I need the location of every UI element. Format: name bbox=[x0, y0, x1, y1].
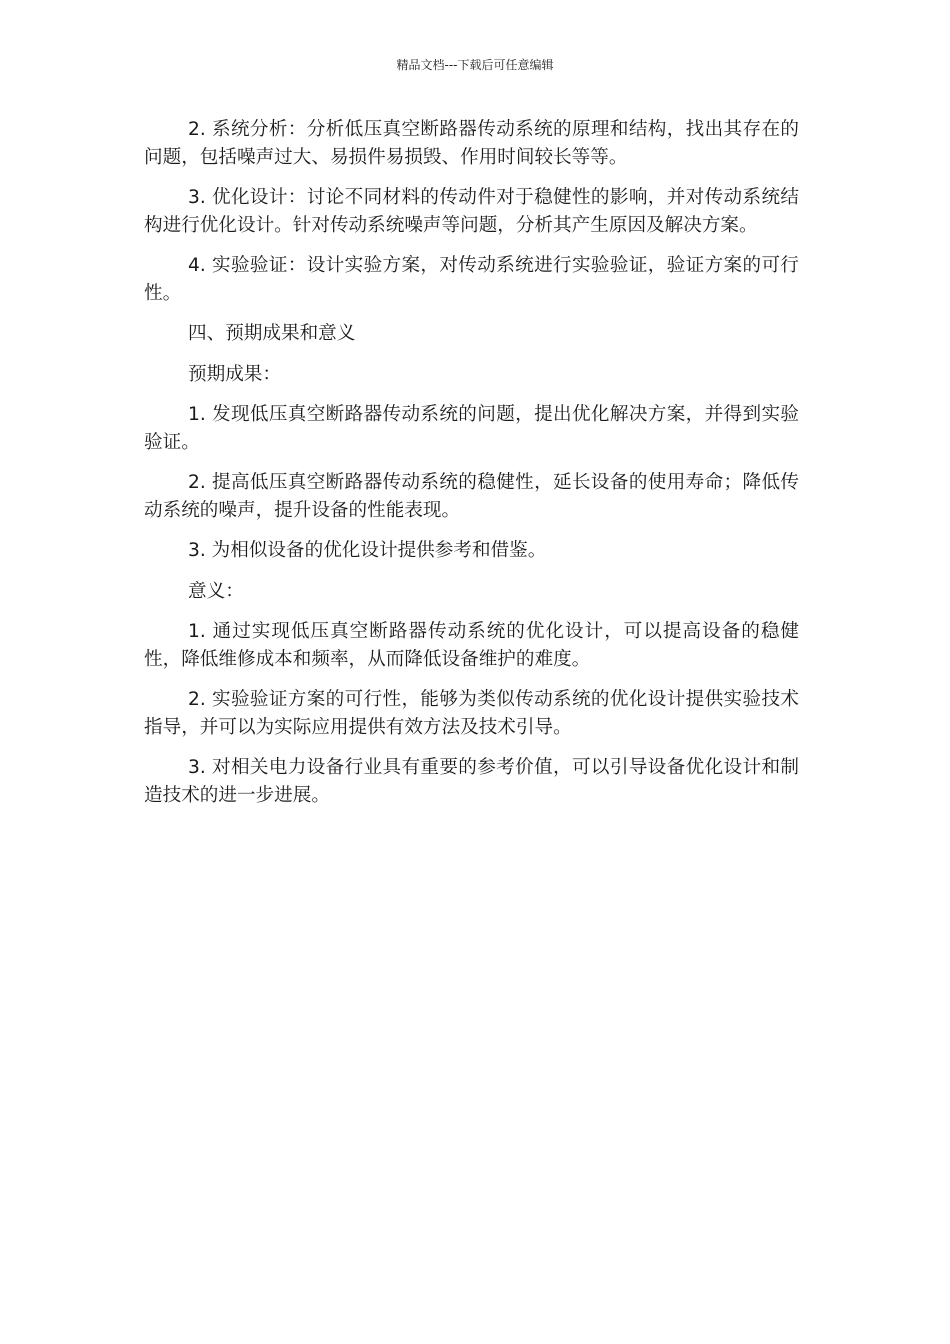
page-header: 精品文档---下载后可任意编辑 bbox=[396, 58, 554, 72]
subheading-significance: 意义： bbox=[188, 580, 244, 602]
paragraph-significance-3: 3. 对相关电力设备行业具有重要的参考价值，可以引导设备优化设计和制造技术的进一步进展。 bbox=[144, 757, 799, 806]
subheading-expected-results: 预期成果： bbox=[188, 363, 281, 385]
paragraph-result-2: 2. 提高低压真空断路器传动系统的稳健性，延长设备的使用寿命；降低传动系统的噪声，提升设备的性能表现。 bbox=[144, 472, 799, 521]
document-body bbox=[144, 116, 799, 822]
paragraph-system-analysis: 2. 系统分析：分析低压真空断路器传动系统的原理和结构，找出其存在的问题，包括噪声过大、易损件易损毁、作用时间较长等等。 bbox=[144, 119, 799, 168]
section-heading-expected-results: 四、预期成果和意义 bbox=[188, 323, 356, 344]
paragraph-optimization-design: 3. 优化设计：讨论不同材料的传动件对于稳健性的影响，并对传动系统结构进行优化设计。针对传动系统噪声等问题，分析其产生原因及解决方案。 bbox=[144, 187, 799, 236]
paragraph-result-1: 1. 发现低压真空断路器传动系统的问题，提出优化解决方案，并得到实验验证。 bbox=[144, 404, 799, 453]
paragraph-significance-1: 1. 通过实现低压真空断路器传动系统的优化设计，可以提高设备的稳健性，降低维修成本和频率，从而降低设备维护的难度。 bbox=[144, 621, 799, 670]
paragraph-experiment-verification: 4. 实验验证：设计实验方案，对传动系统进行实验验证，验证方案的可行性。 bbox=[144, 255, 799, 304]
paragraph-result-3: 3. 为相似设备的优化设计提供参考和借鉴。 bbox=[188, 540, 547, 561]
paragraph-significance-2: 2. 实验验证方案的可行性，能够为类似传动系统的优化设计提供实验技术指导，并可以为实际应用提供有效方法及技术引导。 bbox=[144, 689, 799, 738]
